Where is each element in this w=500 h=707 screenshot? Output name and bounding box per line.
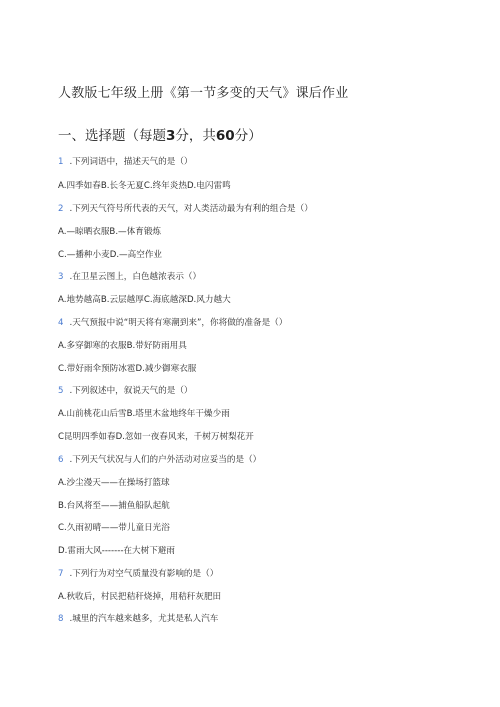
page-title: 人教版七年级上册《第一节多变的天气》课后作业 — [58, 86, 349, 101]
section-mid: 分，共 — [175, 128, 216, 144]
question-number: 6 — [58, 455, 64, 465]
question-text: .天气预报中说“明天将有寒潮到来”，你将做的准备是（） — [69, 318, 288, 328]
question-number: 7 — [58, 569, 64, 579]
question-text: .下列行为对空气质量没有影响的是（） — [69, 569, 219, 579]
question-8 — [58, 612, 218, 624]
answer-options: A.地势越高B.云层越厚C.海底越深D.风力越大 — [58, 295, 231, 305]
question-number: 3 — [58, 272, 64, 282]
answer-options: A.秋收后，村民把秸秆烧掉，用秸秆灰肥田 — [58, 592, 222, 602]
answer-options: A.四季如春B.长冬无夏C.终年炎热D.电闪雷鸣 — [58, 181, 231, 191]
question-1 — [58, 155, 193, 167]
answer-options: B.台风将至——捕鱼船队起航 — [58, 501, 170, 511]
question-text: .在卫星云图上，白色越浓表示（） — [69, 272, 202, 282]
question-7 — [58, 567, 218, 579]
question-text: .下列叙述中，叙说天气的是（） — [69, 386, 193, 396]
question-number: 1 — [58, 157, 64, 167]
section-suffix: 分） — [234, 128, 262, 144]
question-2 — [58, 202, 313, 214]
question-3 — [58, 270, 201, 282]
answer-options: C.带好雨伞预防冰雹D.减少御寒衣服 — [58, 364, 197, 374]
question-number: 8 — [58, 614, 64, 624]
question-text: .下列词语中，描述天气的是（） — [69, 157, 193, 167]
question-text: .下列天气符号所代表的天气，对人类活动最为有利的组合是（） — [69, 204, 313, 214]
answer-options: D.雷雨大风-------在大树下避雨 — [58, 546, 175, 556]
answer-options: C昆明四季如春D.忽如一夜春风来，千树万树梨花开 — [58, 432, 254, 442]
section-heading — [58, 124, 262, 144]
question-number: 2 — [58, 204, 64, 214]
answer-options: C.久雨初晴——带儿童日光浴 — [58, 523, 170, 533]
section-prefix: 一、选择题（每题 — [58, 128, 166, 144]
answer-options: A.沙尘漫天——在操场打篮球 — [58, 478, 170, 488]
answer-options: A.—晾晒衣服B.—体育锻炼 — [58, 227, 162, 237]
question-6 — [58, 453, 261, 465]
question-number: 4 — [58, 318, 64, 328]
question-text: .城里的汽车越来越多，尤其是私人汽车 — [69, 614, 219, 624]
question-5 — [58, 384, 193, 396]
answer-options: A.山前桃花山后雪B.塔里木盆地终年干燥少雨 — [58, 409, 230, 419]
question-4 — [58, 316, 287, 328]
answer-options: A.多穿御寒的衣服B.带好防雨用具 — [58, 341, 187, 351]
question-number: 5 — [58, 386, 64, 396]
section-per-score: 3 — [166, 128, 176, 144]
question-text: .下列天气状况与人们的户外活动对应妥当的是（） — [69, 455, 262, 465]
section-total-score: 60 — [215, 128, 235, 144]
answer-options: C.—播种小麦D.—高空作业 — [58, 250, 163, 260]
